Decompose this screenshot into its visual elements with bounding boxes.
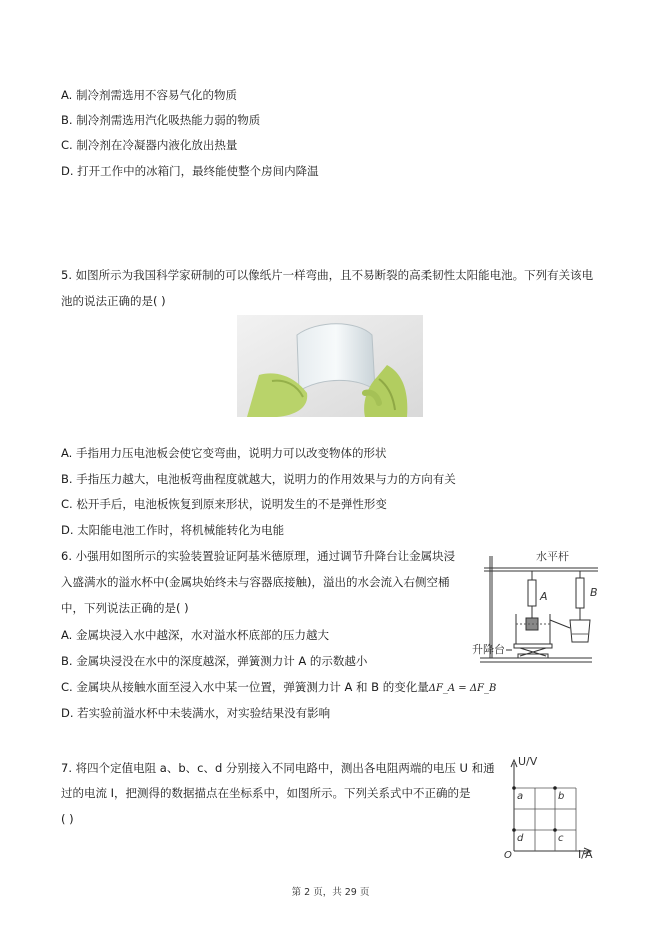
q6-option-a: A. 金属块浸入水中越深，水对溢水杯底部的压力越大 (61, 628, 329, 642)
q6-option-d: D. 若实验前溢水杯中未装满水，对实验结果没有影响 (61, 706, 331, 720)
q5-option-b: B. 手指压力越大，电池板弯曲程度就越大，说明力的作用效果与力的方向有关 (61, 472, 456, 486)
point-d-label: d (517, 833, 524, 844)
point-d (512, 828, 516, 832)
q4-option-b: B. 制冷剂需选用汽化吸热能力弱的物质 (61, 113, 261, 127)
archimedes-apparatus-diagram (470, 548, 610, 666)
q4-option-a: A. 制冷剂需选用不容易气化的物质 (61, 88, 237, 102)
q5-stem-line2: 池的说法正确的是( ) (61, 294, 166, 308)
q6-stem-line3: 中，下列说法正确的是( ) (61, 601, 189, 615)
point-a-label: a (517, 791, 524, 802)
q5-option-c: C. 松开手后，电池板恢复到原来形状，说明发生的不是弹性形变 (61, 497, 387, 511)
q7-stem-line3: ( ) (61, 812, 74, 826)
q6-stem-line2: 入盛满水的溢水杯中(金属块始终未与容器底接触)，溢出的水会流入右侧空桶 (61, 575, 450, 589)
point-a (512, 786, 516, 790)
q5-stem-line1: 5. 如图所示为我国科学家研制的可以像纸片一样弯曲，且不易断裂的高柔韧性太阳能电池。下列有关该电 (61, 268, 594, 282)
origin-label: O (504, 850, 512, 861)
x-axis-label: I/A (578, 848, 593, 861)
q5-option-d: D. 太阳能电池工作时，将机械能转化为电能 (61, 523, 285, 537)
u-i-graph (500, 755, 610, 863)
q6-stem-line1: 6. 小强用如图所示的实验装置验证阿基米德原理，通过调节升降台让金属块浸 (61, 549, 456, 563)
q6-option-c-text: C. 金属块从接触水面至浸入水中某一位置，弹簧测力计 A 和 B 的变化量 (61, 680, 429, 694)
q6-option-c (61, 679, 496, 697)
label-horizontal-bar: 水平杆 (536, 550, 569, 563)
solar-cell-photo (237, 315, 423, 417)
y-axis-label: U/V (518, 755, 538, 768)
label-lifting-platform: 升降台 (472, 643, 505, 656)
point-b (553, 786, 557, 790)
label-scale-a: A (540, 590, 548, 603)
q4-option-c: C. 制冷剂在冷凝器内液化放出热量 (61, 138, 238, 152)
point-b-label: b (558, 791, 565, 802)
point-c (553, 828, 557, 832)
page-number-footer: 第 2 页，共 29 页 (291, 887, 370, 898)
q6-option-b: B. 金属块浸没在水中的深度越深，弹簧测力计 A 的示数越小 (61, 654, 368, 668)
q7-stem-line2: 过的电流 I，把测得的数据描点在坐标系中，如图所示。下列关系式中不正确的是 (61, 786, 471, 800)
q5-option-a: A. 手指用力压电池板会使它变弯曲，说明力可以改变物体的形状 (61, 446, 387, 460)
q4-option-d: D. 打开工作中的冰箱门，最终能使整个房间内降温 (61, 164, 319, 178)
q7-stem-line1: 7. 将四个定值电阻 a、b、c、d 分别接入不同电路中，测出各电阻两端的电压 U 和通 (61, 761, 495, 775)
label-scale-b: B (590, 586, 598, 599)
point-c-label: c (558, 833, 564, 844)
q6-option-c-formula: ΔF_A = ΔF_B (428, 683, 497, 694)
